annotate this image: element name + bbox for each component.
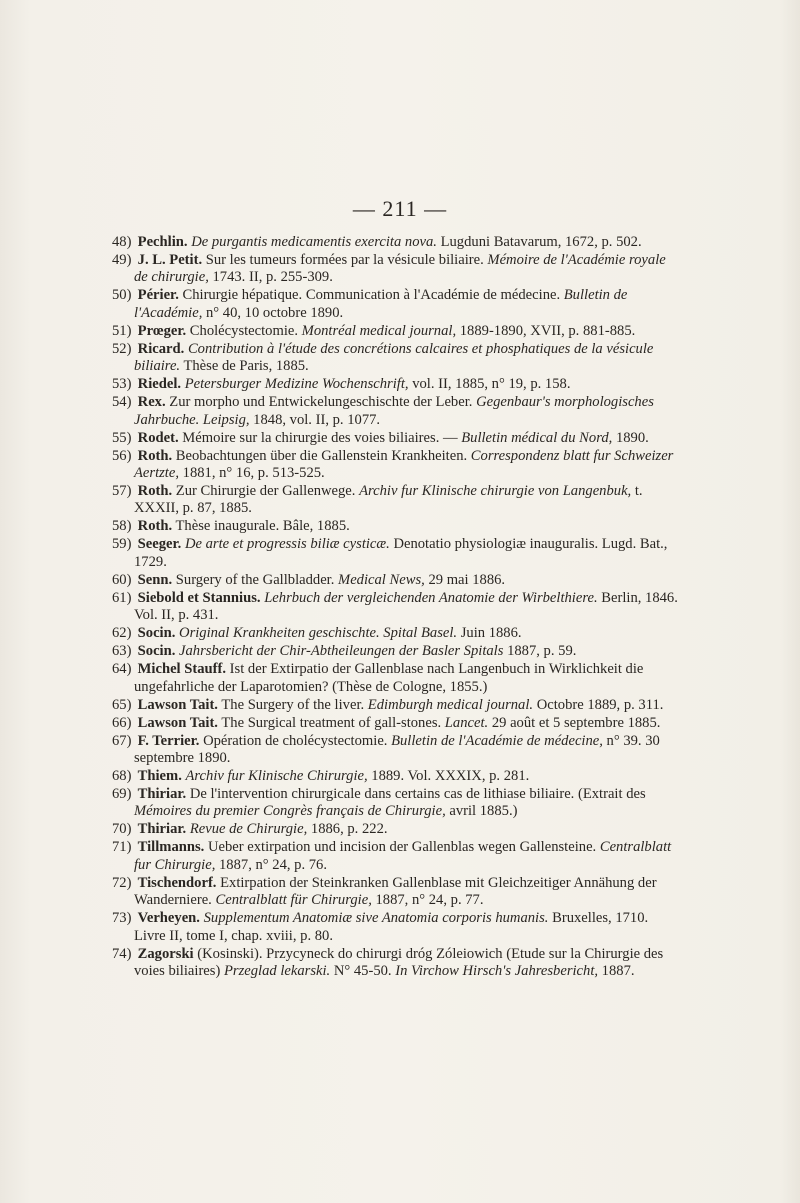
reference-entry: [112, 448, 682, 483]
reference-number: 48): [112, 234, 132, 250]
reference-number: 62): [112, 625, 132, 642]
reference-text: (Kosinski). Przycyneck do chirurgi dróg Zóleiowich (Etude sur la Chirurgie des voies biliaires): [134, 945, 664, 980]
reference-text: Lugduni Batavarum, 1672, p. 502.: [436, 234, 642, 250]
reference-text: Denotatio physiologiæ inauguralis. Lugd. Bat., 1729.: [134, 536, 668, 570]
reference-text: Zur morpho und Entwickelungeschischte der Leber.: [165, 394, 477, 411]
reference-title: Original Krankheiten geschischte. Spital Basel.: [179, 625, 458, 642]
reference-number: 69): [112, 786, 132, 803]
reference-author: Roth.: [137, 518, 173, 535]
reference-text: 1887, n° 24, p. 76.: [215, 856, 328, 873]
reference-number: 52): [112, 340, 132, 357]
reference-author: Thiriar.: [137, 821, 187, 838]
reference-title: Gegenbaur's morphologisches Jahrbuche. Leipsig,: [134, 394, 654, 428]
reference-entry: [112, 234, 682, 251]
reference-text: Berlin, 1846. Vol. II, p. 431.: [134, 589, 678, 624]
reference-entry: [112, 376, 682, 393]
reference-title: Centralblatt fur Chirurgie,: [134, 839, 672, 873]
reference-text: 1887.: [598, 963, 635, 980]
reference-entry: [112, 733, 682, 768]
reference-number: 56): [112, 447, 132, 464]
reference-author: Roth.: [137, 483, 173, 500]
reference-text: 1889. Vol. XXXIX, p. 281.: [367, 768, 530, 785]
reference-number: 60): [112, 571, 132, 588]
reference-author: Senn.: [137, 571, 173, 588]
reference-title: Lehrbuch der vergleichenden Anatomie der Wirbelthiere.: [264, 589, 598, 606]
reference-number: 70): [112, 821, 132, 838]
reference-title: Edimburgh medical journal.: [367, 696, 534, 713]
reference-entry: [112, 590, 682, 625]
reference-author: Socin.: [137, 643, 176, 660]
reference-text: 1848, vol. II, p. 1077.: [249, 411, 381, 428]
reference-title: De purgantis medicamentis exercita nova.: [191, 234, 437, 250]
reference-text: Ist der Extirpatio der Gallenblase nach Langenbuch in Wirklichkeit die ungefahrliche der Laparotomien? (Thèse de Cologne, 1855.): [134, 661, 644, 695]
reference-number: 50): [112, 287, 132, 304]
reference-title: Mémoires du premier Congrès français de Chirurgie,: [134, 803, 446, 820]
reference-author: Lawson Tait.: [137, 696, 218, 713]
reference-entry: [112, 875, 682, 910]
reference-text: vol. II, 1885, n° 19, p. 158.: [408, 376, 571, 393]
reference-text: The Surgery of the liver.: [217, 696, 368, 713]
reference-title: Przeglad lekarski.: [223, 963, 331, 980]
reference-number: 74): [112, 945, 132, 962]
reference-entry: [112, 483, 682, 518]
reference-number: 51): [112, 322, 132, 339]
reference-text: 29 mai 1886.: [424, 571, 506, 588]
reference-author: Thiriar.: [137, 786, 187, 803]
reference-number: 64): [112, 661, 132, 678]
reference-text: Zur Chirurgie der Gallenwege.: [172, 483, 360, 500]
reference-text: Surgery of the Gallbladder.: [172, 571, 339, 588]
reference-number: 59): [112, 536, 132, 553]
reference-title: Contribution à l'étude des concrétions calcaires et phosphatiques de la vésicule biliaire.: [134, 340, 654, 375]
reference-number: 63): [112, 643, 132, 660]
reference-entry: [112, 252, 682, 287]
reference-author: Pechlin.: [137, 234, 188, 250]
reference-author: J. L. Petit.: [137, 252, 203, 268]
reference-title: Archiv fur Klinische chirurgie von Langenbuk,: [359, 483, 632, 500]
reference-text: Thèse inaugurale. Bâle, 1885.: [172, 518, 350, 535]
reference-title: Bulletin médical du Nord,: [461, 429, 613, 446]
reference-number: 55): [112, 429, 132, 446]
reference-entry: [112, 518, 682, 535]
reference-title: Revue de Chirurgie,: [189, 821, 308, 838]
reference-text: The Surgical treatment of gall-stones.: [217, 714, 445, 731]
reference-author: Socin.: [137, 625, 176, 642]
reference-text: Bruxelles, 1710. Livre II, tome I, chap. xviii, p. 80.: [134, 910, 649, 944]
reference-title: Bulletin de l'Académie,: [134, 287, 628, 321]
reference-author: Tischendorf.: [137, 874, 217, 891]
reference-entry: [112, 536, 682, 571]
reference-title: Bulletin de l'Académie de médecine,: [391, 732, 603, 749]
reference-entry: [112, 839, 682, 874]
reference-text: 1887, n° 24, p. 77.: [371, 892, 484, 909]
reference-text: 1889-1890, XVII, p. 881-885.: [456, 322, 636, 339]
reference-entry: [112, 625, 682, 642]
reference-number: 58): [112, 518, 132, 535]
reference-author: Thiem.: [137, 768, 182, 785]
reference-title: De arte et progressis biliæ cysticæ.: [184, 536, 390, 553]
reference-entry: [112, 697, 682, 714]
reference-title: Archiv fur Klinische Chirurgie,: [185, 768, 368, 785]
reference-entry: [112, 946, 682, 981]
reference-text: avril 1885.): [445, 803, 518, 820]
reference-author: Périer.: [137, 287, 179, 304]
reference-author: Riedel.: [137, 376, 182, 393]
reference-text: 1743. II, p. 255-309.: [208, 269, 333, 286]
reference-entry: [112, 394, 682, 429]
reference-title: Montréal medical journal,: [301, 322, 457, 339]
reference-text: Opération de cholécystectomie.: [199, 732, 392, 749]
reference-title: Mémoire de l'Académie royale de chirurgie,: [134, 252, 666, 286]
reference-author: Zagorski: [137, 945, 194, 962]
reference-title: Centralblatt für Chirurgie,: [215, 892, 372, 909]
reference-number: 71): [112, 839, 132, 856]
reference-text: 1881, n° 16, p. 513-525.: [179, 465, 325, 482]
page-number: — 211 —: [352, 196, 448, 221]
reference-number: 53): [112, 376, 132, 393]
reference-text: Cholécystectomie.: [186, 322, 302, 339]
reference-entry: [112, 715, 682, 732]
reference-number: 54): [112, 394, 132, 411]
reference-text: De l'intervention chirurgicale dans certains cas de lithiase biliaire. (Extrait des: [186, 786, 646, 803]
reference-author: Lawson Tait.: [137, 714, 218, 731]
reference-title: Supplementum Anatomiæ sive Anatomia corporis humanis.: [203, 910, 549, 927]
bibliography-list: [112, 234, 682, 981]
reference-author: Siebold et Stannius.: [137, 589, 261, 606]
reference-number: 57): [112, 483, 132, 500]
reference-author: Rex.: [137, 394, 166, 411]
reference-title: Petersburger Medizine Wochenschrift,: [184, 376, 409, 393]
reference-text: Sur les tumeurs formées par la vésicule biliaire.: [202, 252, 488, 268]
reference-number: 73): [112, 910, 132, 927]
reference-entry: [112, 786, 682, 821]
reference-text: Chirurgie hépatique. Communication à l'Académie de médecine.: [178, 287, 564, 304]
reference-text: Thèse de Paris, 1885.: [180, 358, 309, 375]
reference-entry: [112, 572, 682, 589]
reference-text: n° 40, 10 octobre 1890.: [202, 304, 344, 321]
reference-title: Correspondenz blatt fur Schweizer Aertzte,: [134, 447, 674, 482]
reference-text: Octobre 1889, p. 311.: [533, 696, 664, 713]
reference-author: Michel Stauff.: [137, 661, 227, 678]
reference-entry: [112, 910, 682, 945]
reference-author: Seeger.: [137, 536, 182, 553]
reference-text: t. XXXII, p. 87, 1885.: [134, 483, 643, 517]
reference-entry: [112, 821, 682, 838]
reference-entry: [112, 768, 682, 785]
reference-author: Prœger.: [137, 322, 187, 339]
reference-text: n° 39. 30 septembre 1890.: [134, 732, 660, 767]
reference-text: Extirpation der Steinkranken Gallenblase mit Gleichzeitiger Annähung der Wanderniere.: [134, 874, 657, 909]
reference-text: 1887, p. 59.: [503, 643, 577, 660]
reference-author: F. Terrier.: [137, 732, 200, 749]
reference-text: 1886, p. 222.: [307, 821, 388, 838]
reference-number: 66): [112, 714, 132, 731]
reference-number: 67): [112, 732, 132, 749]
reference-author: Ricard.: [137, 340, 185, 357]
reference-entry: [112, 661, 682, 696]
reference-entry: [112, 643, 682, 660]
reference-text: 29 août et 5 septembre 1885.: [488, 714, 661, 731]
reference-text: N° 45-50.: [330, 963, 396, 980]
reference-author: Roth.: [137, 447, 173, 464]
reference-author: Verheyen.: [137, 910, 200, 927]
reference-number: 72): [112, 874, 132, 891]
reference-text: Ueber extirpation und incision der Gallenblas wegen Gallensteine.: [204, 839, 600, 856]
reference-title: Jahrsbericht der Chir-Abtheileungen der Basler Spitals: [179, 643, 504, 660]
reference-entry: [112, 341, 682, 376]
reference-number: 61): [112, 589, 132, 606]
reference-entry: [112, 323, 682, 340]
reference-author: Rodet.: [137, 429, 179, 446]
reference-author: Tillmanns.: [137, 839, 205, 856]
reference-number: 68): [112, 768, 132, 785]
reference-text: Beobachtungen über die Gallenstein Krankheiten.: [172, 447, 471, 464]
reference-text: Mémoire sur la chirurgie des voies biliaires. —: [178, 429, 462, 446]
reference-title: In Virchow Hirsch's Jahresbericht,: [395, 963, 599, 980]
reference-title: Medical News,: [338, 571, 425, 588]
reference-number: 65): [112, 696, 132, 713]
reference-entry: [112, 287, 682, 322]
reference-text: 1890.: [612, 429, 649, 446]
reference-title: Lancet.: [444, 714, 489, 731]
reference-text: Juin 1886.: [457, 625, 522, 642]
reference-entry: [112, 430, 682, 447]
reference-number: 49): [112, 252, 132, 268]
